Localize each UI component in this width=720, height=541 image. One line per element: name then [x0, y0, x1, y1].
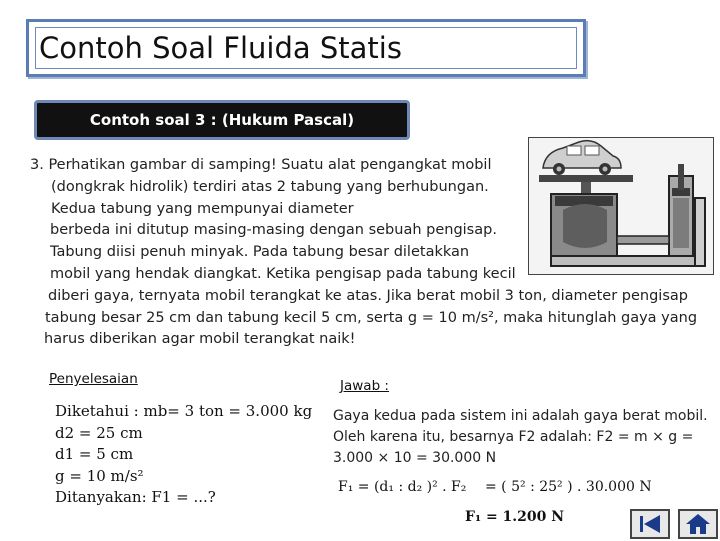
formula-step-2: = ( 5² : 25² ) . 30.000 N: [485, 479, 652, 495]
given-list: [55, 401, 312, 509]
problem-line: 3. Perhatikan gambar di samping! Suatu alat pengangkat mobil: [30, 157, 492, 173]
problem-line: diberi gaya, ternyata mobil terangkat ke atas. Jika berat mobil 3 ton, diameter pengisap: [48, 287, 688, 304]
formula-step-1: F₁ = (d₁ : d₂ )² . F₂: [338, 479, 467, 495]
problem-line: mobil yang hendak diangkat. Ketika pengisap pada tabung kecil: [50, 265, 516, 282]
title-box: [26, 19, 586, 77]
answer-heading: Jawab :: [340, 378, 389, 394]
given-line: g = 10 m/s²: [55, 466, 144, 485]
given-line: d1 = 5 cm: [55, 445, 134, 463]
problem-line: berbeda ini ditutup masing-masing dengan sebuah pengisap.: [50, 222, 497, 239]
problem-line: Kedua tabung yang mempunyai diameter: [51, 200, 354, 217]
result-line: F₁ = 1.200 N: [465, 509, 565, 525]
solution-heading: Penyelesaian: [49, 371, 138, 387]
answer-text: [333, 406, 708, 469]
home-icon: [680, 511, 716, 537]
previous-button[interactable]: [630, 509, 670, 539]
answer-line: Gaya kedua pada sistem ini adalah gaya berat mobil.: [333, 408, 708, 424]
problem-line: Tabung diisi penuh minyak. Pada tabung besar diletakkan: [50, 244, 470, 261]
given-line: Ditanyakan: F1 = ...?: [55, 488, 216, 506]
problem-line: (dongkrak hidrolik) terdiri atas 2 tabung yang berhubungan.: [51, 178, 489, 195]
previous-icon: [632, 511, 668, 537]
slide-title: Contoh Soal Fluida Statis: [35, 27, 577, 69]
answer-line: 3.000 × 10 = 30.000 N: [333, 450, 497, 466]
answer-line: Oleh karena itu, besarnya F2 adalah: F2 = m × g =: [333, 429, 694, 445]
given-line: Diketahui : mb= 3 ton = 3.000 kg: [55, 402, 313, 420]
problem-line: harus diberikan agar mobil terangkat naik!: [44, 331, 356, 348]
subtitle-box: Contoh soal 3 : (Hukum Pascal): [34, 100, 410, 140]
problem-line: tabung besar 25 cm dan tabung kecil 5 cm, serta g = 10 m/s², maka hitunglah gaya yang: [45, 309, 698, 326]
home-button[interactable]: [678, 509, 718, 539]
hydraulic-jack-diagram: [528, 137, 714, 275]
hydraulic-jack-illustration: [529, 138, 713, 274]
given-line: d2 = 25 cm: [55, 423, 143, 442]
